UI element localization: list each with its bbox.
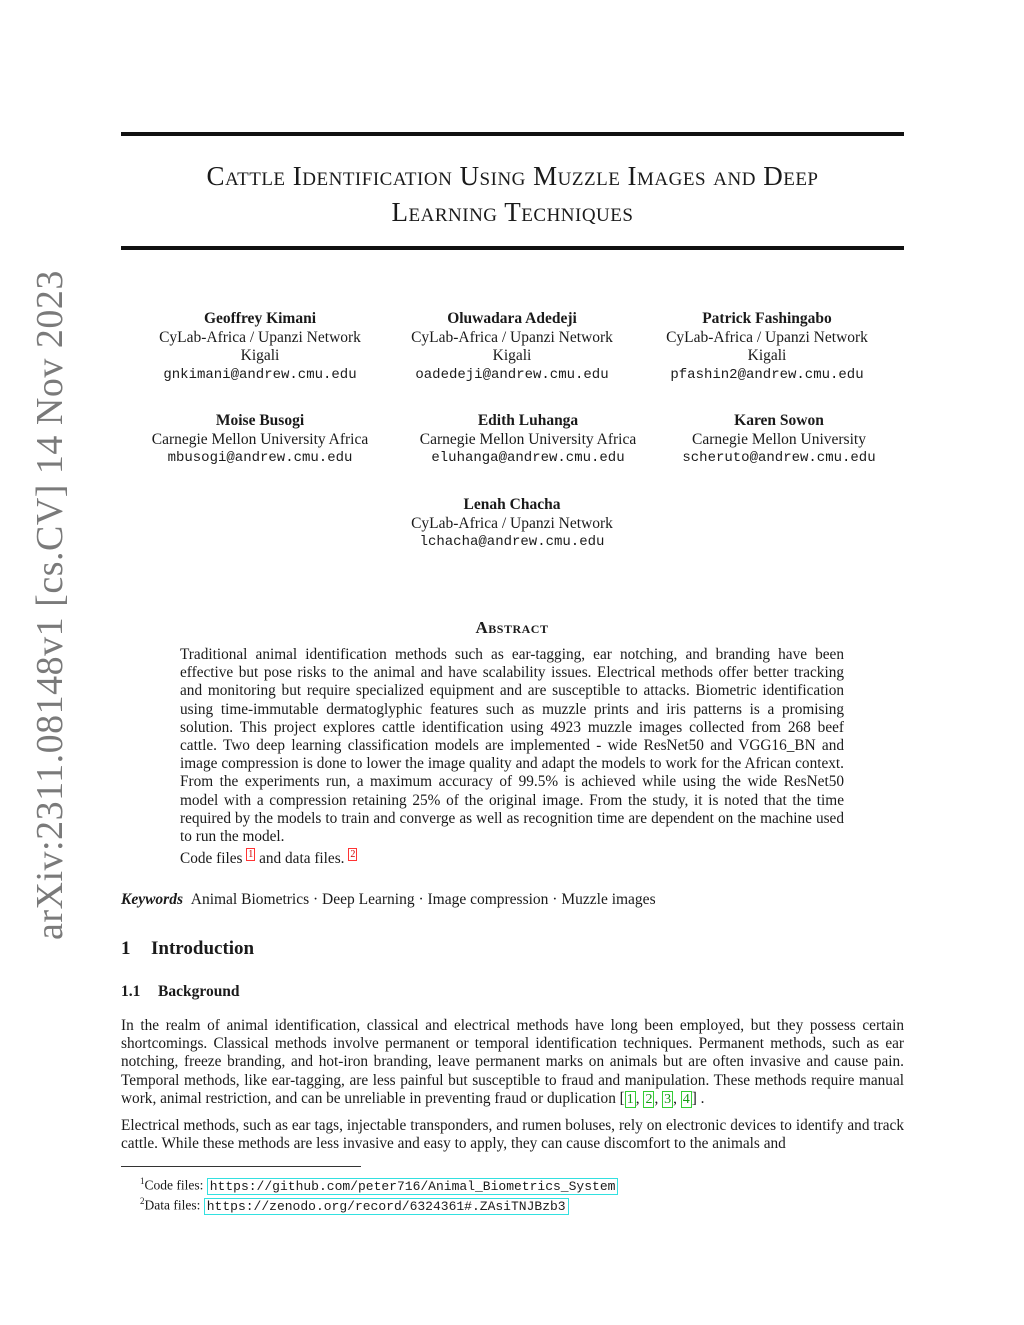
subsection-number: 1.1 <box>121 983 141 1000</box>
author-location: Kigali <box>240 347 280 364</box>
author-name: Moise Busogi <box>215 412 305 429</box>
background-paragraph-2: Electrical methods, such as ear tags, injectable transponders, and rumen boluses, rely on electronic devices to identify and track cattle. While these methods are less invasive and easy to apply, they can cause discomfort to the animals and <box>121 1117 904 1153</box>
author-affiliation: Carnegie Mellon University <box>692 430 866 448</box>
author-name: Karen Sowon <box>734 412 824 429</box>
footnote-link-2[interactable]: 2 <box>350 848 356 860</box>
author-affiliation: CyLab-Africa / Upanzi Network <box>411 514 613 532</box>
author-block <box>637 310 897 384</box>
author-email[interactable]: pfashin2@andrew.cmu.edu <box>670 366 864 383</box>
author-name: Edith Luhanga <box>477 412 579 429</box>
abstract-text: Traditional animal identification methods such as ear-tagging, ear notching, and branding have been effective but pose risks to the animal and have scalability issues. Electrical methods offer better tracking and monitoring but require specialized equipment and are susceptible to attacks. Biometric identification using time-immutable dermatoglyphic features such as muzzle prints and iris patterns is a promising solution. This project explores cattle identification using 4923 muzzle images collected from 268 beef cattle. Two deep learning classification models are implemented - wide ResNet50 and VGG16_BN and image compression is done to lower the image quality and adapt the models to work for the African context. From the experiments run, a maximum accuracy of 99.5% is achieved while using the wide ResNet50 model with a compression retaining 25% of the original image. From the study, it is noted that the time required by the models to train and converge as well as recognition time are dependent on the machine used to run the model. <box>180 646 844 846</box>
author-location: Kigali <box>492 347 532 364</box>
author-block <box>649 412 909 468</box>
author-location: Kigali <box>747 347 787 364</box>
footnote-label: Data files: <box>144 1197 201 1213</box>
footnote-rule <box>121 1166 361 1167</box>
author-affiliation: CyLab-Africa / Upanzi Network <box>159 328 361 346</box>
author-block <box>382 310 642 384</box>
author-email[interactable]: oadedeji@andrew.cmu.edu <box>415 366 609 383</box>
author-block <box>130 412 390 468</box>
author-affiliation: Carnegie Mellon University Africa <box>419 430 637 448</box>
author-email[interactable]: scheruto@andrew.cmu.edu <box>682 450 876 466</box>
background-paragraph-1: In the realm of animal identification, classical and electrical methods have long been employed, but they possess certain shortcomings. Classical methods involve permanent or temporal identification techniques. Permanent methods, such as ear notching, freeze branding, and hot-iron branding, leave permanent marks on animals but are often invasive and cause pain. Temporal methods, like ear-tagging, are less painful but susceptible to fraud and manipulation. These methods require manual work, animal restriction, and can be unreliable in preventing fraud or duplication [ 1 , 2 , 3 , 4 ] . <box>121 1017 904 1107</box>
footnote-number: 2 <box>140 1196 145 1206</box>
author-name: Geoffrey Kimani <box>203 310 317 327</box>
code-files-label: Code files <box>180 850 243 867</box>
citation-link[interactable]: 1 <box>626 1091 634 1107</box>
arxiv-identifier-stamp: arXiv:2311.08148v1 [cs.CV] 14 Nov 2023 <box>29 270 71 940</box>
footnote-1 <box>140 1173 618 1195</box>
keywords-label: Keywords <box>121 891 183 908</box>
subsection-heading <box>121 983 240 1001</box>
keywords-text: Animal Biometrics · Deep Learning · Image compression · Muzzle images <box>190 891 656 908</box>
section-title: Introduction <box>151 938 255 959</box>
footnote-number: 1 <box>140 1176 145 1186</box>
data-files-label: and data files. <box>259 850 345 867</box>
section-number: 1 <box>121 938 131 959</box>
title-top-rule <box>121 132 904 136</box>
author-block <box>382 496 642 552</box>
title-line-1: Cattle Identification Using Muzzle Images and Deep <box>206 161 819 191</box>
author-affiliation: CyLab-Africa / Upanzi Network <box>411 328 613 346</box>
author-name: Patrick Fashingabo <box>702 310 832 327</box>
author-email[interactable]: eluhanga@andrew.cmu.edu <box>431 450 625 466</box>
title-line-2: Learning Techniques <box>391 197 634 227</box>
author-email[interactable]: mbusogi@andrew.cmu.edu <box>167 450 353 466</box>
abstract-heading: Abstract <box>475 618 549 637</box>
author-email[interactable]: gnkimani@andrew.cmu.edu <box>163 366 357 383</box>
footnote-label: Code files: <box>144 1177 204 1193</box>
citation-link[interactable]: 4 <box>682 1091 690 1107</box>
data-files-url-link[interactable]: https://zenodo.org/record/6324361#.ZAsiTNJBzb3 <box>204 1198 569 1215</box>
paragraph-end: ] . <box>691 1089 705 1107</box>
paragraph-text: In the realm of animal identification, classical and electrical methods have long been employed, but they possess certain shortcomings. Classical methods involve permanent or temporal identification techniques. Permanent methods, such as ear notching, freeze branding, and hot-iron branding, leave permanent marks on animals but are often invasive and cause pain. Temporal methods, like ear-tagging, are less painful but susceptible to fraud and manipulation. These methods require manual work, animal restriction, and can be unreliable in preventing fraud or duplication [ <box>121 1017 904 1107</box>
subsection-title: Background <box>158 983 240 1000</box>
author-name: Lenah Chacha <box>463 496 561 513</box>
author-affiliation: CyLab-Africa / Upanzi Network <box>666 328 868 346</box>
author-email[interactable]: lchacha@andrew.cmu.edu <box>419 534 605 550</box>
author-affiliation: Carnegie Mellon University Africa <box>151 430 369 448</box>
title-bottom-rule <box>121 246 904 250</box>
paper-title <box>121 158 904 230</box>
abstract-code-line <box>180 850 357 868</box>
author-block <box>398 412 658 468</box>
citation-link[interactable]: 2 <box>645 1091 653 1107</box>
author-name: Oluwadara Adedeji <box>447 310 577 327</box>
author-block <box>130 310 390 384</box>
footnote-link-1[interactable]: 1 <box>248 848 254 860</box>
code-files-url-link[interactable]: https://github.com/peter716/Animal_Biometrics_System <box>207 1178 619 1195</box>
keywords-line <box>121 891 656 909</box>
section-heading <box>121 938 254 960</box>
citation-link[interactable]: 3 <box>664 1091 672 1107</box>
footnote-2 <box>140 1193 569 1215</box>
